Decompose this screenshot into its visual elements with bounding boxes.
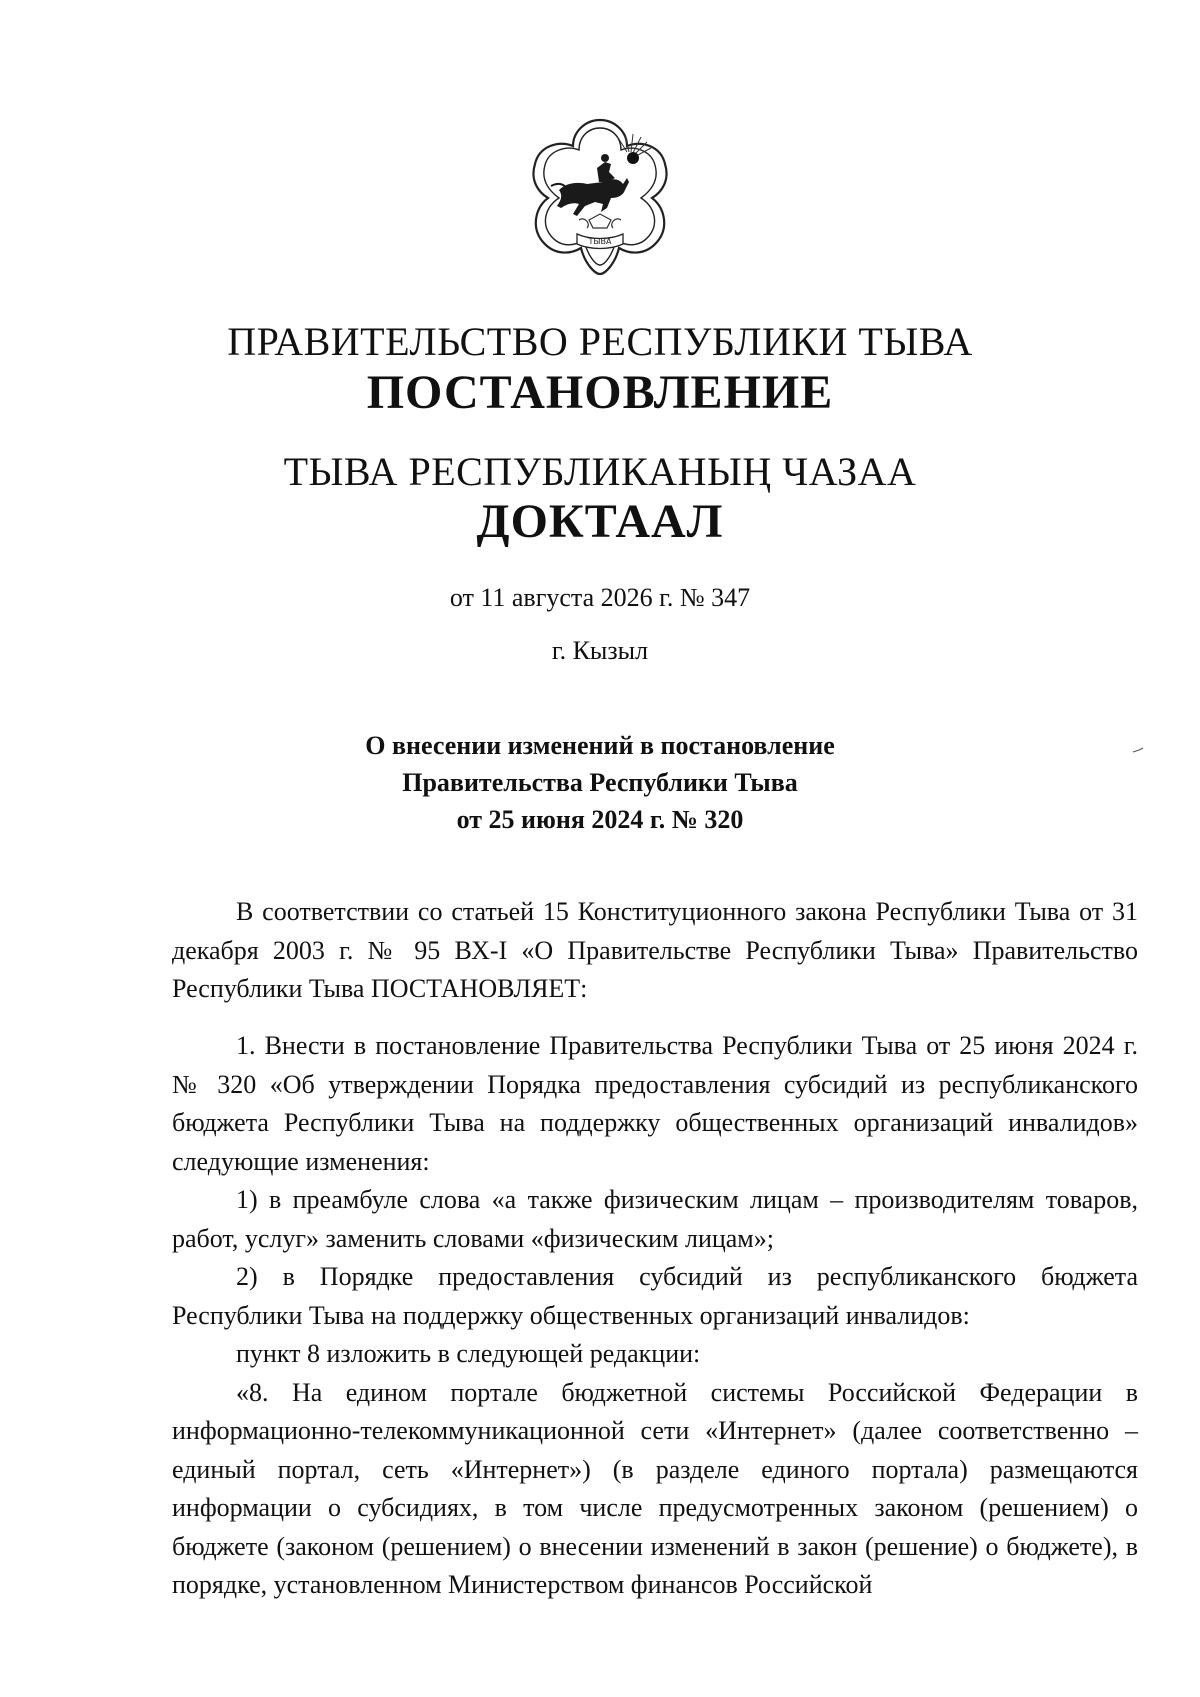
item-paragraph: 1) в преамбуле слова «а также физическим лицам – производителям товаров, работ, услуг» заменить словами «физическим лицам»;: [172, 1185, 1138, 1253]
document-subject: [0, 727, 1200, 838]
government-title: ПРАВИТЕЛЬСТВО РЕСПУБЛИКИ ТЫВА: [227, 319, 973, 364]
scan-artifact-mark: [1132, 747, 1144, 753]
subject-line: Правительства Республики Тыва: [402, 768, 798, 797]
item-paragraph: 2) в Порядке предоставления субсидий из республиканского бюджета Республики Тыва на поддержку общественных организаций инвалидов:: [172, 1262, 1138, 1330]
item-paragraph: «8. На едином портале бюджетной системы Российской Федерации в информационно-телекоммуникационной сети «Интернет» (далее соответственно – единый портал, сеть «Интернет») (в разделе единого портала) размещаются информации о субсидиях, в том числе предусмотренных законом (решением) о бюджете (законом (решением) о внесении изменений в закон (решение) о бюджете), в порядке, установленном Министерством финансов Российской: [172, 1377, 1138, 1599]
document-type-tyva: ДОКТААЛ: [476, 495, 724, 548]
city: г. Кызыл: [551, 636, 649, 665]
document-type: ПОСТАНОВЛЕНИЕ: [366, 366, 834, 419]
item-paragraph: 1. Внести в постановление Правительства Республики Тыва от 25 июня 2024 г. № 320 «Об утверждении Порядка предоставления субсидий из республиканского бюджета Республики Тыва на поддержку общественных организаций инвалидов» следующие изменения:: [172, 1031, 1138, 1176]
item-paragraph: пункт 8 изложить в следующей редакции:: [236, 1339, 701, 1368]
subject-line: О внесении изменений в постановление: [365, 731, 835, 760]
preamble: [172, 893, 1138, 1009]
republic-of-tyva-coat-of-arms-icon: [515, 112, 685, 282]
government-title-tyva: ТЫВА РЕСПУБЛИКАНЫҢ ЧАЗАА: [283, 449, 917, 494]
emblem-text: ТЫВА: [588, 237, 612, 246]
resolution-items: [172, 1027, 1138, 1605]
subject-line: от 25 июня 2024 г. № 320: [456, 805, 744, 834]
preamble-paragraph: В соответствии со статьей 15 Конституционного закона Республики Тыва от 31 декабря 2003 г. № 95 ВХ-I «О Правительстве Республики Тыва» Правительство Республики Тыва ПОСТАНОВЛЯЕТ:: [172, 897, 1138, 1003]
date-and-number: от 11 августа 2026 г. № 347: [449, 583, 751, 612]
